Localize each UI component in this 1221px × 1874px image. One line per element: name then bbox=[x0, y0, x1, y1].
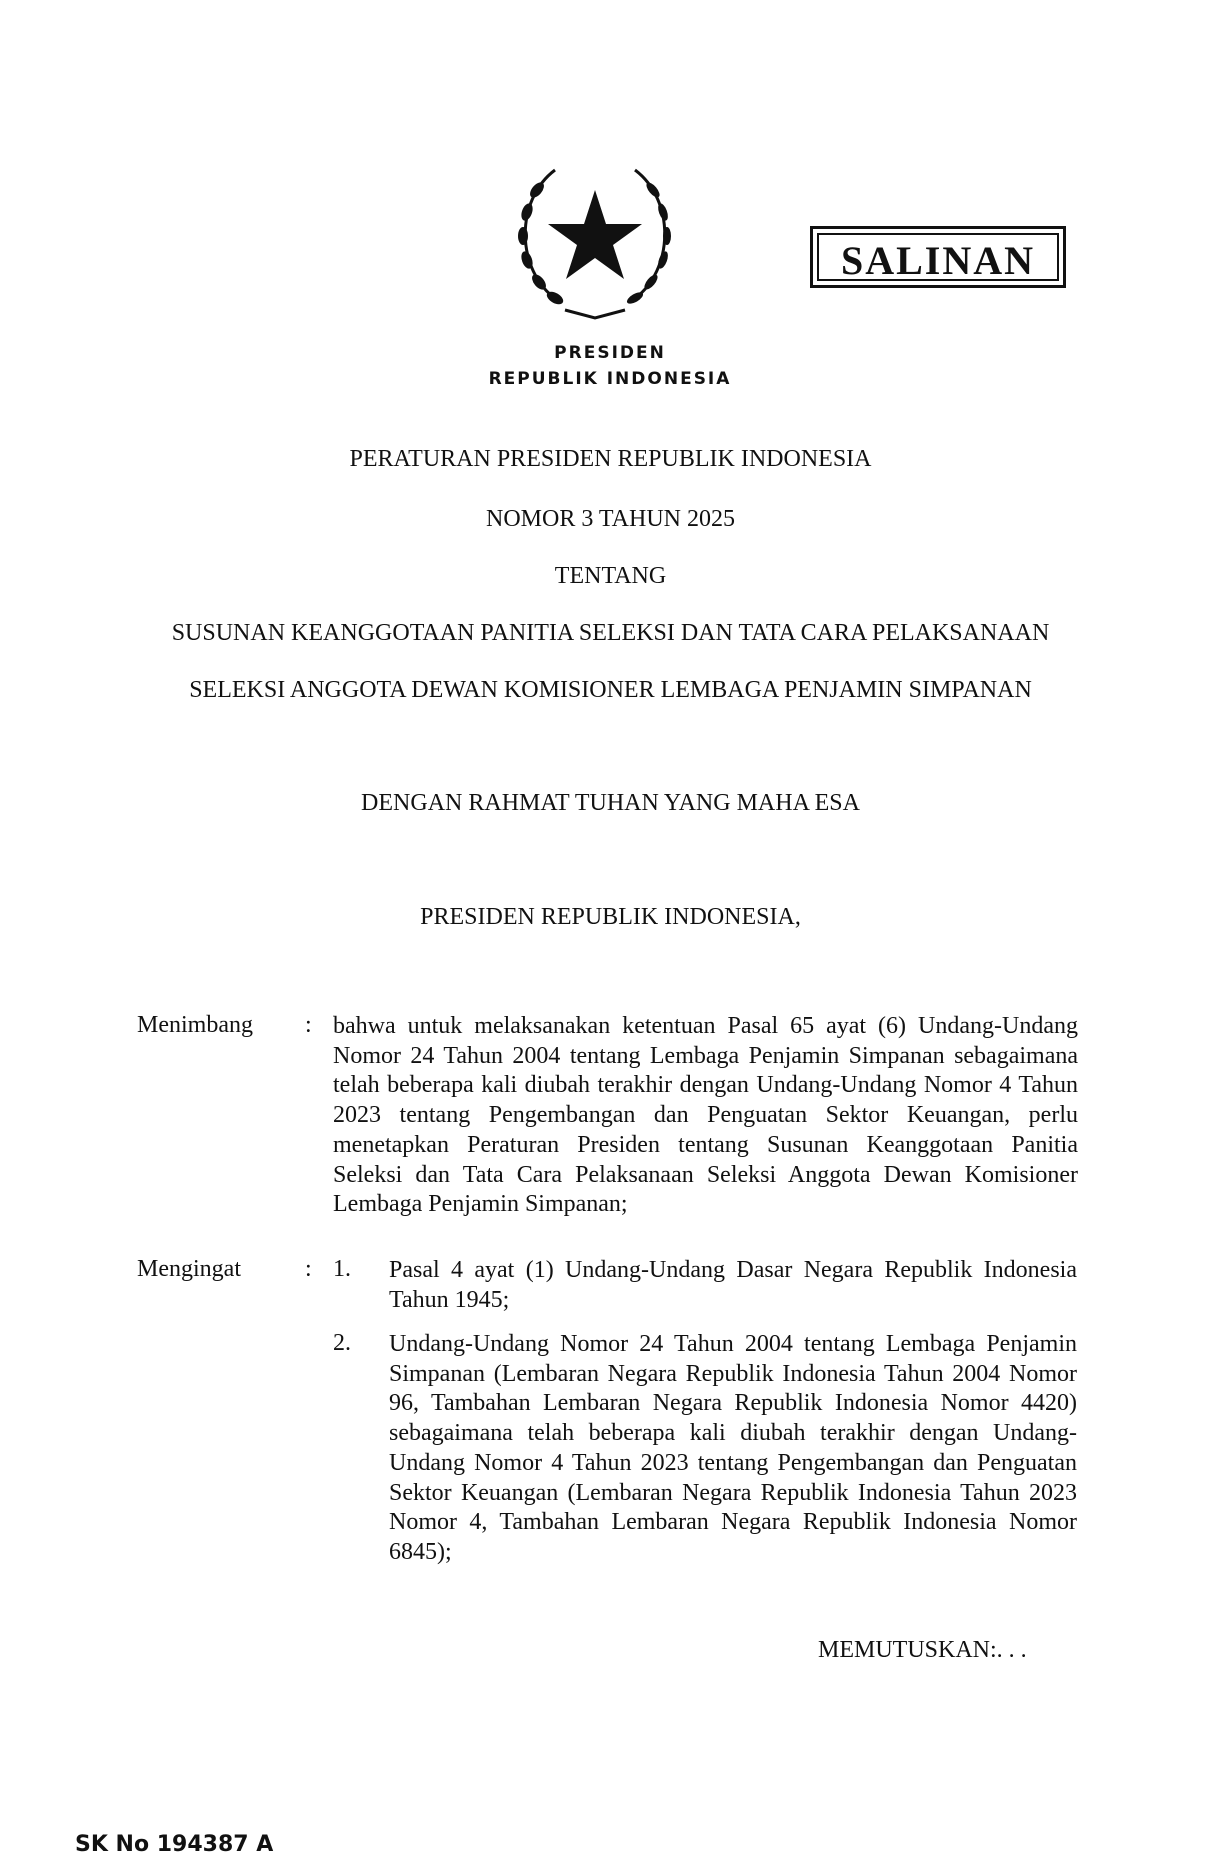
menimbang-label: Menimbang bbox=[137, 1012, 253, 1038]
mengingat-colon: : bbox=[305, 1256, 312, 1282]
seal-caption-presiden: PRESIDEN bbox=[554, 343, 666, 363]
mengingat-label: Mengingat bbox=[137, 1256, 241, 1282]
rahmat-statement: DENGAN RAHMAT TUHAN YANG MAHA ESA bbox=[361, 790, 860, 816]
mengingat-item-1-text: Pasal 4 ayat (1) Undang-Undang Dasar Negara Republik Indonesia Tahun 1945; bbox=[389, 1257, 1077, 1313]
regulation-subject-line1: SUSUNAN KEANGGOTAAN PANITIA SELEKSI DAN TATA CARA PELAKSANAAN bbox=[171, 620, 1050, 646]
continuation-marker: MEMUTUSKAN:. . . bbox=[818, 1637, 1027, 1663]
sk-number: SK No 194387 A bbox=[75, 1832, 274, 1857]
regulation-title: PERATURAN PRESIDEN REPUBLIK INDONESIA bbox=[349, 446, 872, 472]
salinan-stamp bbox=[810, 226, 1066, 288]
regulation-number: NOMOR 3 TAHUN 2025 bbox=[486, 506, 735, 532]
mengingat-item-1-number: 1. bbox=[333, 1256, 351, 1282]
seal-caption-republik: REPUBLIK INDONESIA bbox=[488, 369, 732, 389]
mengingat-item-2-number: 2. bbox=[333, 1330, 351, 1356]
menimbang-colon: : bbox=[305, 1012, 312, 1038]
presidential-seal-icon bbox=[495, 150, 695, 330]
regulation-tentang: TENTANG bbox=[554, 563, 667, 589]
menimbang-text: bahwa untuk melaksanakan ketentuan Pasal 65 ayat (6) Undang-Undang Nomor 24 Tahun 2004 tentang Lembaga Penjamin Simpanan sebagaimana telah beberapa kali diubah terakhir dengan Undang-Undang Nomor 4 Tahun 2023 tentang Pengembangan dan Penguatan Sektor Keuangan, perlu menetapkan Peraturan Presiden tentang Susunan Keanggotaan Panitia Seleksi dan Tata Cara Pelaksanaan Seleksi Anggota Dewan Komisioner Lembaga Penjamin Simpanan; bbox=[333, 1013, 1078, 1218]
regulation-subject-line2: SELEKSI ANGGOTA DEWAN KOMISIONER LEMBAGA PENJAMIN SIMPANAN bbox=[189, 677, 1032, 703]
mengingat-item-2-text: Undang-Undang Nomor 24 Tahun 2004 tentang Lembaga Penjamin Simpanan (Lembaran Negara Republik Indonesia Tahun 2004 Nomor 96, Tambahan Lembaran Negara Republik Indonesia Nomor 4420) sebagaimana telah beberapa kali diubah terakhir dengan Undang-Undang Nomor 4 Tahun 2023 tentang Pengembangan dan Penguatan Sektor Keuangan (Lembaran Negara Republik Indonesia Tahun 2023 Nomor 4, Tambahan Lembaran Negara Republik Indonesia Nomor 6845); bbox=[389, 1331, 1077, 1565]
presiden-heading: PRESIDEN REPUBLIK INDONESIA, bbox=[420, 904, 801, 930]
salinan-stamp-text: SALINAN bbox=[840, 238, 1036, 283]
